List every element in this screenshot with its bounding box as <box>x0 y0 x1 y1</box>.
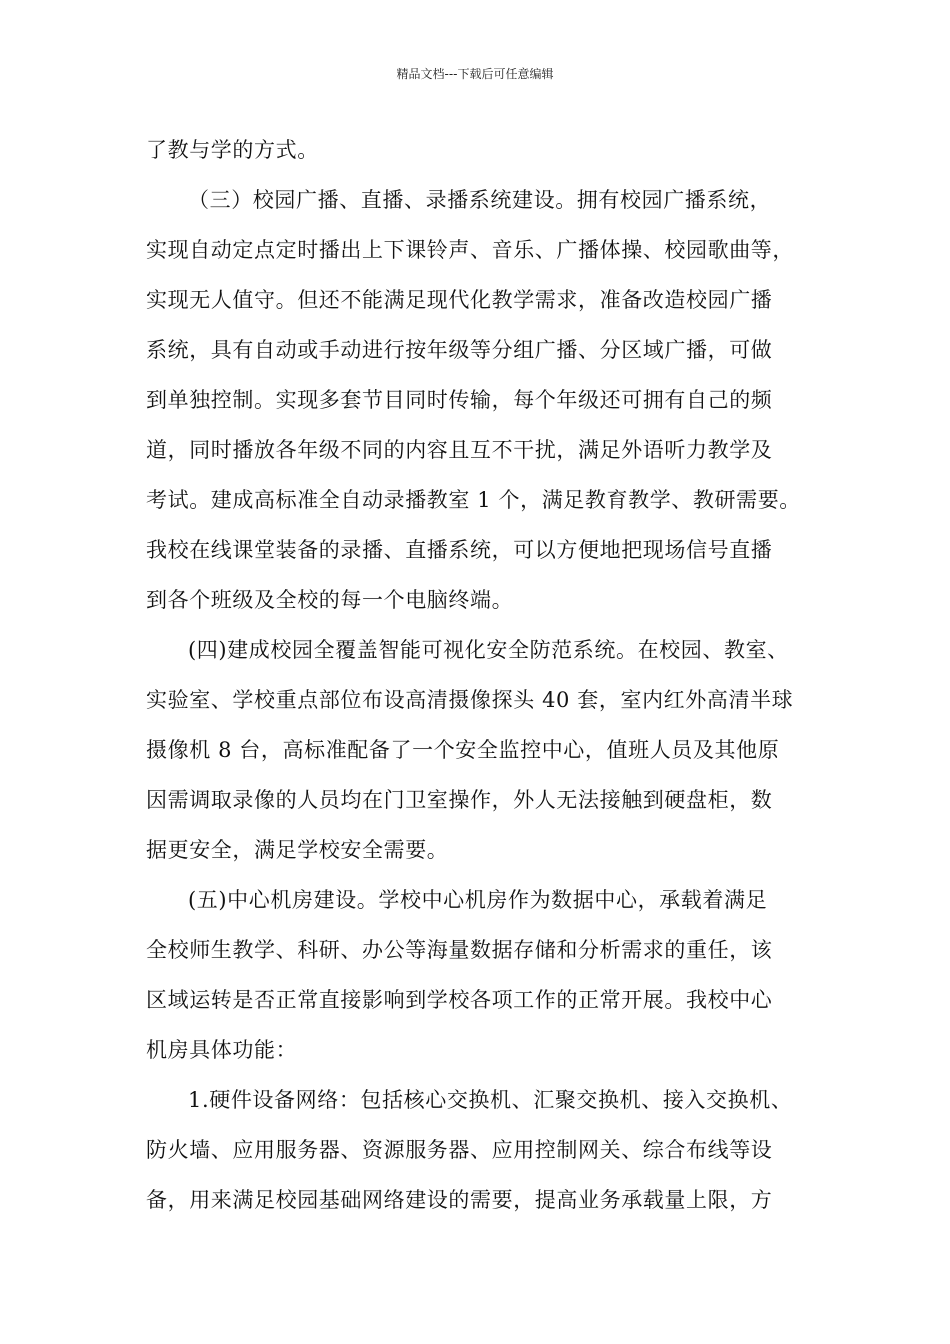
body-line: 了教与学的方式。 <box>146 138 319 162</box>
body-line: 备，用来满足校园基础网络建设的需要，提高业务承载量上限，方 <box>146 1188 773 1212</box>
paragraph-start-security: (四)建成校园全覆盖智能可视化安全防范系统。在校园、教室、 <box>188 638 789 662</box>
body-line: 防火墙、应用服务器、资源服务器、应用控制网关、综合布线等设 <box>146 1138 773 1162</box>
body-line: 实验室、学校重点部位布设高清摄像探头 40 套，室内红外高清半球 <box>146 688 794 712</box>
paragraph-start-hardware: 1.硬件设备网络：包括核心交换机、汇聚交换机、接入交换机、 <box>188 1088 793 1112</box>
body-line: 我校在线课堂装备的录播、直播系统，可以方便地把现场信号直播 <box>146 538 773 562</box>
body-line: 据更安全，满足学校安全需要。 <box>146 838 449 862</box>
body-line: 区域运转是否正常直接影响到学校各项工作的正常开展。我校中心 <box>146 988 773 1012</box>
body-line: 到单独控制。实现多套节目同时传输，每个年级还可拥有自己的频 <box>146 388 773 412</box>
body-line: 考试。建成高标准全自动录播教室 1 个，满足教育教学、教研需要。 <box>146 488 801 512</box>
body-line: 系统，具有自动或手动进行按年级等分组广播、分区域广播，可做 <box>146 338 773 362</box>
body-line: 因需调取录像的人员均在门卫室操作，外人无法接触到硬盘柜，数 <box>146 788 773 812</box>
body-line: 摄像机 8 台，高标准配备了一个安全监控中心，值班人员及其他原 <box>146 738 780 762</box>
paragraph-start-datacenter: (五)中心机房建设。学校中心机房作为数据中心，承载着满足 <box>188 888 768 912</box>
body-line: 实现无人值守。但还不能满足现代化教学需求，准备改造校园广播 <box>146 288 773 312</box>
body-line: 全校师生教学、科研、办公等海量数据存储和分析需求的重任，该 <box>146 938 773 962</box>
body-line: 实现自动定点定时播出上下课铃声、音乐、广播体操、校园歌曲等， <box>146 238 794 262</box>
page-header: 精品文档---下载后可任意编辑 <box>396 67 554 81</box>
body-line: 机房具体功能： <box>146 1038 298 1062</box>
paragraph-start-broadcast: （三）校园广播、直播、录播系统建设。拥有校园广播系统， <box>188 188 772 212</box>
body-line: 道，同时播放各年级不同的内容且互不干扰，满足外语听力教学及 <box>146 438 773 462</box>
body-line: 到各个班级及全校的每一个电脑终端。 <box>146 588 514 612</box>
